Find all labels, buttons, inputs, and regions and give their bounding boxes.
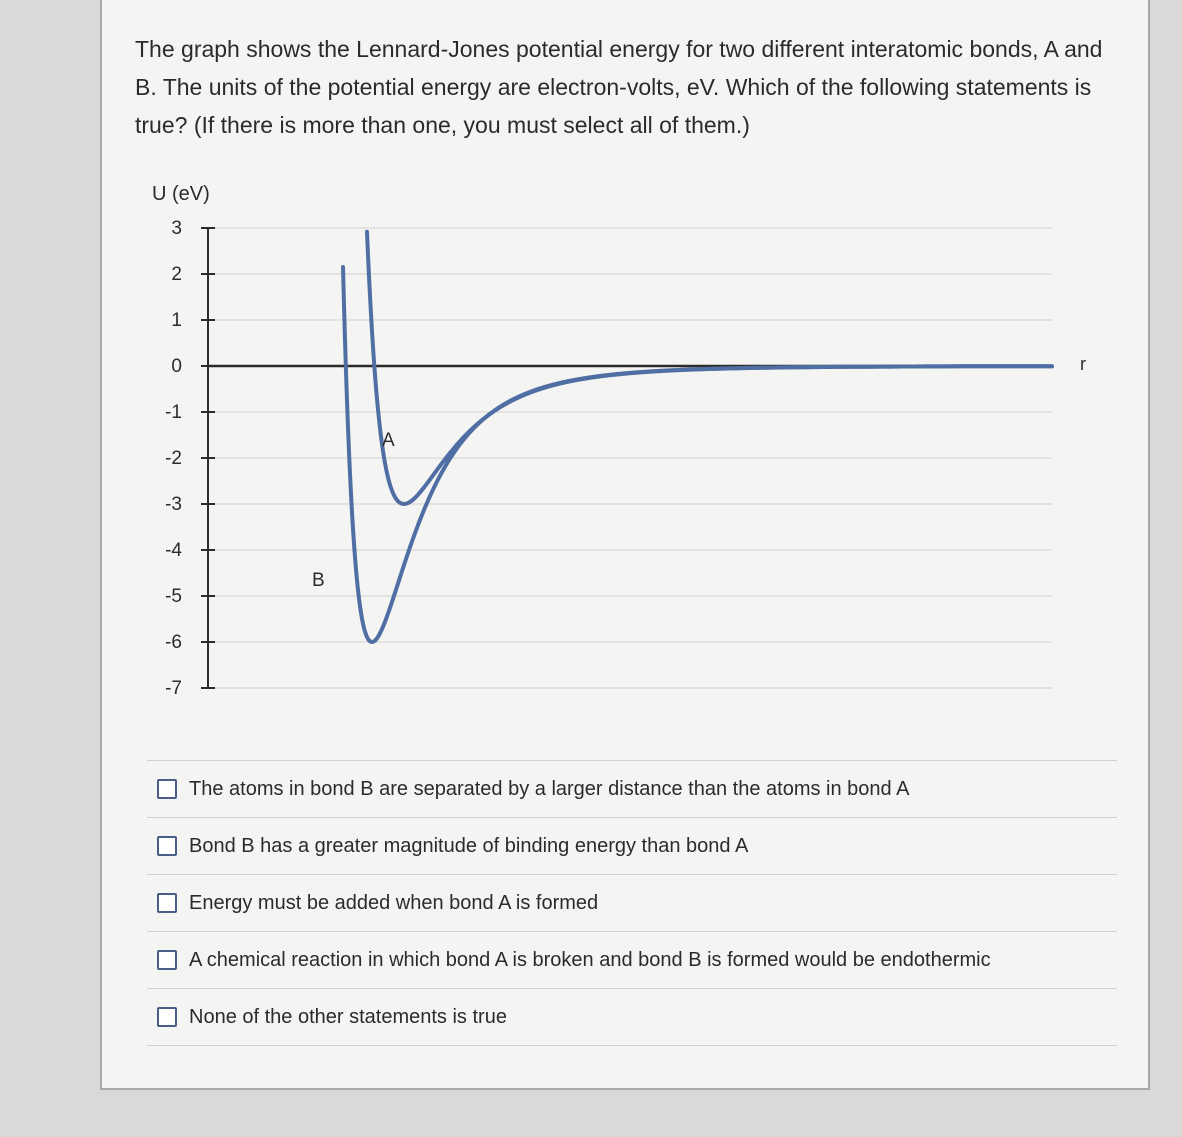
checkbox[interactable] — [157, 1007, 177, 1027]
x-axis-label: r — [1080, 354, 1086, 374]
option-label: The atoms in bond B are separated by a larger distance than the atoms in bond A — [189, 777, 910, 800]
answer-option-2[interactable] — [147, 818, 1117, 874]
answer-option-4[interactable] — [147, 932, 1117, 988]
y-axis-label: U (eV) — [152, 183, 210, 205]
checkbox[interactable] — [157, 779, 177, 799]
answer-options — [147, 760, 1117, 1046]
y-tick-label: 1 — [171, 310, 182, 331]
option-label: None of the other statements is true — [189, 1005, 507, 1028]
potential-energy-graph — [132, 170, 1092, 710]
option-label: A chemical reaction in which bond A is broken and bond B is formed would be endothermic — [189, 948, 991, 971]
checkbox[interactable] — [157, 893, 177, 913]
y-tick-label: 3 — [171, 218, 182, 239]
y-tick-label: -3 — [165, 494, 182, 515]
question-text: The graph shows the Lennard-Jones potential energy for two different interatomic bonds, A and B. The units of the potential energy are electron-volts, eV. Which of the following statements is true? (If there is more than one, you must select all of them.) — [135, 36, 1103, 138]
y-tick-label: -5 — [165, 586, 182, 607]
answer-option-3[interactable] — [147, 875, 1117, 931]
y-tick-label: 0 — [171, 356, 182, 377]
series-label-b: B — [312, 570, 325, 591]
y-tick-label: -2 — [165, 448, 182, 469]
divider — [147, 1045, 1117, 1046]
y-tick-label: 2 — [171, 264, 182, 285]
gridlines — [208, 228, 1052, 688]
curves — [312, 232, 1052, 642]
series-label-a: A — [382, 430, 395, 451]
answer-option-1[interactable] — [147, 761, 1117, 817]
y-tick-label: -1 — [165, 402, 182, 423]
option-label: Energy must be added when bond A is formed — [189, 891, 599, 914]
y-tick-label: -6 — [165, 632, 182, 653]
answer-option-5[interactable] — [147, 989, 1117, 1045]
y-tick-label: -7 — [165, 678, 182, 699]
y-tick-label: -4 — [165, 540, 182, 561]
checkbox[interactable] — [157, 836, 177, 856]
option-label: Bond B has a greater magnitude of binding energy than bond A — [189, 834, 749, 857]
question-card — [100, 0, 1150, 1090]
checkbox[interactable] — [157, 950, 177, 970]
